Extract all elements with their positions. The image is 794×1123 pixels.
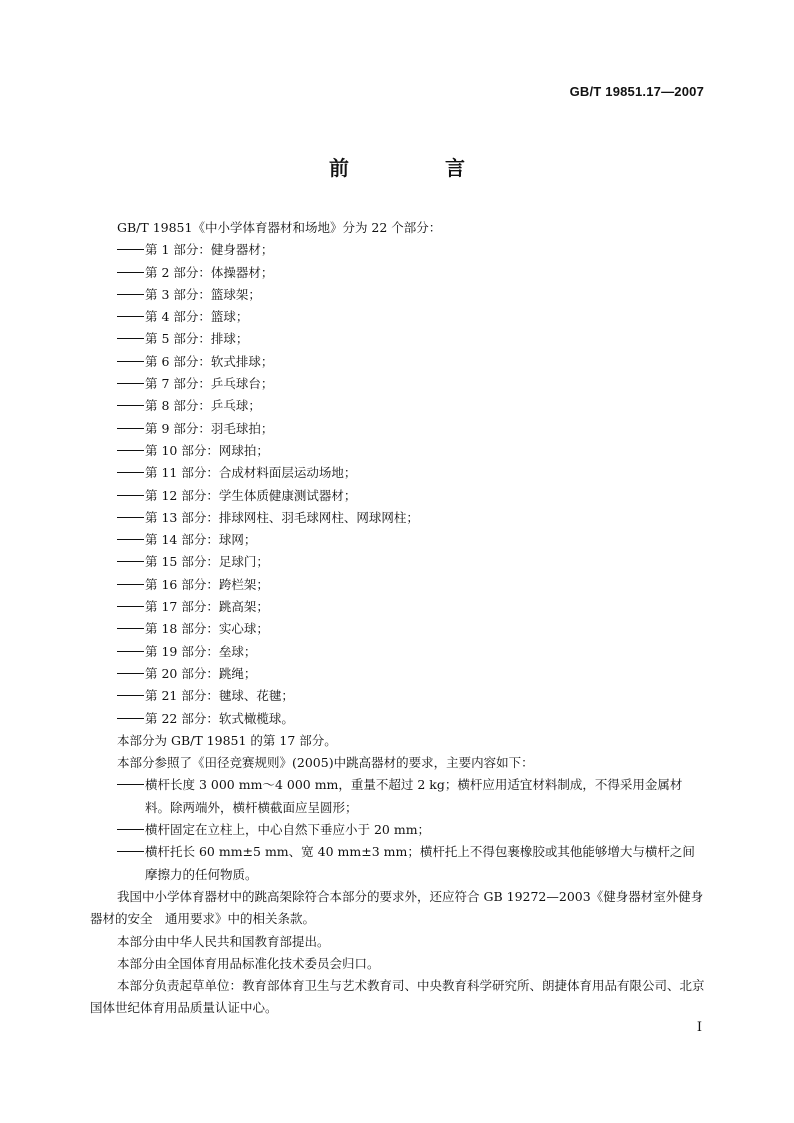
list-item: 第 16 部分：跨栏架；	[117, 574, 706, 596]
proposed-by-paragraph: 本部分由中华人民共和国教育部提出。	[117, 933, 330, 949]
list-item: 第 3 部分：篮球架；	[117, 284, 706, 306]
list-item: 横杆固定在立柱上，中心自然下垂应小于 20 mm；	[117, 819, 706, 841]
list-item: 第 2 部分：体操器材；	[117, 262, 706, 284]
list-item: 横杆长度 3 000 mm～4 000 mm，重量不超过 2 kg；横杆应用适宜材料制成，不得采用金属材料。除两端外，横杆横截面应呈圆形；	[117, 774, 706, 819]
em-dash-icon	[117, 472, 144, 473]
em-dash-icon	[117, 606, 144, 607]
list-item: 第 6 部分：软式排球；	[117, 351, 706, 373]
foreword-body	[90, 217, 706, 1020]
em-dash-icon	[117, 673, 144, 674]
list-item: 第 19 部分：垒球；	[117, 641, 706, 663]
em-dash-icon	[117, 316, 144, 317]
em-dash-icon	[117, 383, 144, 384]
em-dash-icon	[117, 561, 144, 562]
list-item: 第 14 部分：球网；	[117, 529, 706, 551]
list-item: 第 5 部分：排球；	[117, 328, 706, 350]
list-item: 第 4 部分：篮球；	[117, 306, 706, 328]
requirements-list	[117, 774, 706, 885]
em-dash-icon	[117, 249, 144, 250]
em-dash-icon	[117, 695, 144, 696]
list-item: 第 9 部分：羽毛球拍；	[117, 418, 706, 440]
em-dash-icon	[117, 517, 144, 518]
page-title: 前 言	[329, 156, 503, 180]
list-item: 第 20 部分：跳绳；	[117, 663, 706, 685]
standard-code: GB/T 19851.17—2007	[569, 84, 704, 99]
drafters-paragraph: 本部分负责起草单位：教育部体育卫生与艺术教育司、中央教育科学研究所、朗捷体育用品有限公司、北京国体世纪体育用品质量认证中心。	[90, 978, 705, 1016]
page-number: I	[696, 1020, 702, 1035]
list-item: 第 10 部分：网球拍；	[117, 440, 706, 462]
compliance-paragraph: 我国中小学体育器材中的跳高架除符合本部分的要求外，还应符合 GB 19272—2003《健身器材室外健身器材的安全 通用要求》中的相关条款。	[90, 888, 704, 927]
em-dash-icon	[117, 628, 144, 629]
em-dash-icon	[117, 784, 144, 785]
list-item: 第 7 部分：乒乓球台；	[117, 373, 706, 395]
list-item: 横杆托长 60 mm±5 mm、宽 40 mm±3 mm；横杆托上不得包裹橡胶或其他能够增大与横杆之间摩擦力的任何物质。	[117, 841, 706, 886]
em-dash-icon	[117, 272, 144, 273]
list-item: 第 15 部分：足球门；	[117, 551, 706, 573]
list-item: 第 1 部分：健身器材；	[117, 239, 706, 261]
em-dash-icon	[117, 829, 144, 830]
list-item: 第 13 部分：排球网柱、羽毛球网柱、网球网柱；	[117, 507, 706, 529]
list-item: 第 17 部分：跳高架；	[117, 596, 706, 618]
list-item: 第 22 部分：软式橄榄球。	[117, 708, 706, 730]
parts-list	[117, 239, 706, 730]
em-dash-icon	[117, 495, 144, 496]
em-dash-icon	[117, 450, 144, 451]
list-item: 第 18 部分：实心球；	[117, 618, 706, 640]
em-dash-icon	[117, 338, 144, 339]
em-dash-icon	[117, 851, 144, 852]
em-dash-icon	[117, 405, 144, 406]
em-dash-icon	[117, 361, 144, 362]
this-part-paragraph: 本部分为 GB/T 19851 的第 17 部分。	[117, 732, 337, 748]
list-item: 第 12 部分：学生体质健康测试器材；	[117, 485, 706, 507]
em-dash-icon	[117, 651, 144, 652]
em-dash-icon	[117, 294, 144, 295]
em-dash-icon	[117, 428, 144, 429]
list-item: 第 11 部分：合成材料面层运动场地；	[117, 462, 706, 484]
intro-paragraph: GB/T 19851《中小学体育器材和场地》分为 22 个部分：	[117, 220, 442, 235]
reference-paragraph: 本部分参照了《田径竞赛规则》(2005)中跳高器材的要求，主要内容如下：	[117, 755, 534, 771]
list-item: 第 21 部分：毽球、花毽；	[117, 685, 706, 707]
em-dash-icon	[117, 539, 144, 540]
em-dash-icon	[117, 584, 144, 585]
list-item: 第 8 部分：乒乓球；	[117, 395, 706, 417]
managed-by-paragraph: 本部分由全国体育用品标准化技术委员会归口。	[117, 955, 380, 971]
em-dash-icon	[117, 718, 144, 719]
